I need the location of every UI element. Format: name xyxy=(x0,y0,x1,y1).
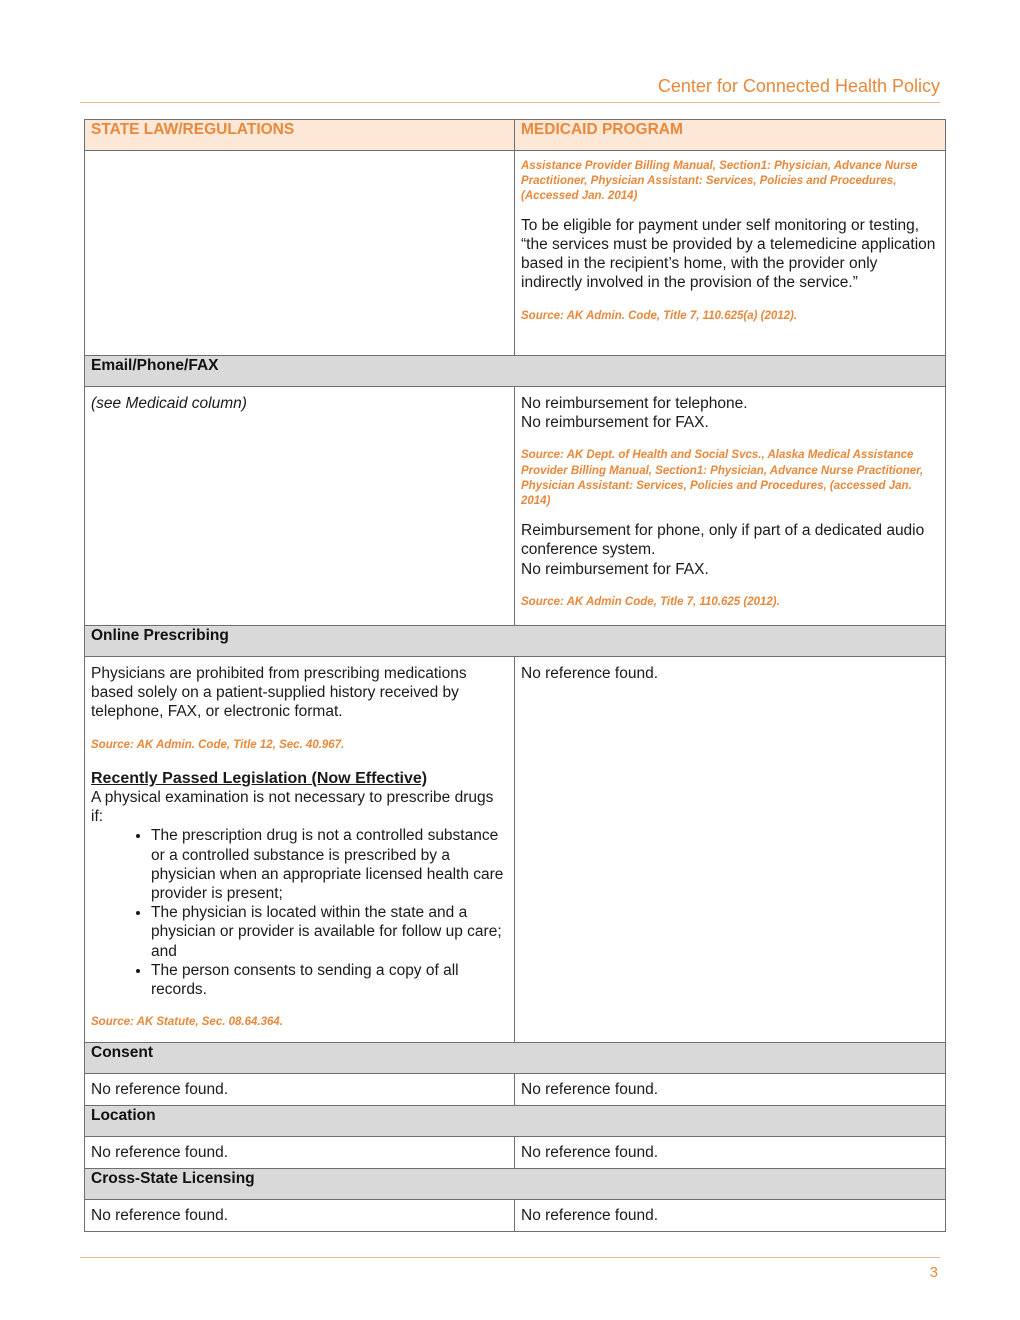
section-title: Consent xyxy=(85,1043,946,1074)
page-number: 3 xyxy=(929,1264,938,1281)
policy-table xyxy=(84,119,946,1232)
source-citation: Source: AK Statute, Sec. 08.64.364. xyxy=(91,1016,283,1029)
medicaid-cell xyxy=(515,151,946,356)
state-cell: No reference found. xyxy=(85,1074,515,1106)
section-row-location xyxy=(85,1106,946,1137)
section-row-cross-state-licensing xyxy=(85,1169,946,1200)
medicaid-cell: No reference found. xyxy=(515,1074,946,1106)
header-rule xyxy=(80,102,940,103)
legislation-intro: A physical examination is not necessary to prescribe drugs if: xyxy=(91,789,494,826)
column-header-medicaid: MEDICAID PROGRAM xyxy=(515,120,946,151)
source-citation: Source: AK Admin Code, Title 7, 110.625 (2012). xyxy=(521,595,780,608)
legislation-bullets xyxy=(91,826,508,999)
medicaid-cell xyxy=(515,387,946,626)
list-item: • The person consents to sending a copy of all records. xyxy=(151,961,508,999)
medicaid-text: No reference found. xyxy=(521,665,659,682)
source-citation: Source: AK Admin. Code, Title 12, Sec. 40.967. xyxy=(91,738,345,751)
table-row xyxy=(85,151,946,356)
state-cell: No reference found. xyxy=(85,1137,515,1169)
list-item: • The physician is located within the state and a physician or provider is available for follow up care; and xyxy=(151,903,508,961)
section-title: Location xyxy=(85,1106,946,1137)
header-title: Center for Connected Health Policy xyxy=(657,76,940,96)
section-title: Online Prescribing xyxy=(85,626,946,657)
medicaid-text: No reimbursement for telephone. xyxy=(521,395,748,412)
table-row xyxy=(85,657,946,1043)
medicaid-text: No reimbursement for FAX. xyxy=(521,560,709,578)
medicaid-text: To be eligible for payment under self monitoring or testing, “the services must be provided by a telemedicine application based in the recipient’s home, with the provider only indirectly involved in the provision of the service.” xyxy=(521,216,936,292)
table-row xyxy=(85,1074,946,1106)
table-row xyxy=(85,387,946,626)
column-header-state: STATE LAW/REGULATIONS xyxy=(85,120,515,151)
medicaid-cell xyxy=(515,657,946,1043)
state-cell-empty xyxy=(85,151,515,356)
state-cell xyxy=(85,387,515,626)
section-row-consent xyxy=(85,1043,946,1074)
source-citation: Source: AK Admin. Code, Title 7, 110.625(a) (2012). xyxy=(521,310,798,323)
legislation-title: Recently Passed Legislation (Now Effective) xyxy=(91,769,428,787)
state-cell: No reference found. xyxy=(85,1200,515,1232)
state-text: (see Medicaid column) xyxy=(91,395,247,412)
table-row xyxy=(85,1137,946,1169)
footer-rule xyxy=(80,1257,940,1258)
source-citation: Source: AK Dept. of Health and Social Svcs., Alaska Medical Assistance Provider Billing Manual, Section1: Physician, Advance Nurse Practitioner, Physician Assistant: Services, Policies and Procedures, (accessed Jan. 2014) xyxy=(521,449,924,508)
medicaid-text: Reimbursement for phone, only if part of a dedicated audio conference system. xyxy=(521,522,925,559)
section-row-online-prescribing xyxy=(85,626,946,657)
state-text: Physicians are prohibited from prescribing medications based solely on a patient-supplied history received by telephone, FAX, or electronic format. xyxy=(91,665,467,721)
section-row-email xyxy=(85,356,946,387)
state-cell xyxy=(85,657,515,1043)
table-row xyxy=(85,1200,946,1232)
list-item: • The prescription drug is not a controlled substance or a controlled substance is prescribed by a physician when an appropriate licensed health care provider is present; xyxy=(151,826,508,903)
table-header-row xyxy=(85,120,946,151)
source-citation: Assistance Provider Billing Manual, Section1: Physician, Advance Nurse Practitioner, Physician Assistant: Services, Policies and Procedures, (Accessed Jan. 2014) xyxy=(521,160,918,203)
section-title: Cross-State Licensing xyxy=(85,1169,946,1200)
medicaid-cell: No reference found. xyxy=(515,1200,946,1232)
section-title: Email/Phone/FAX xyxy=(85,356,946,387)
medicaid-text: No reimbursement for FAX. xyxy=(521,414,709,432)
medicaid-cell: No reference found. xyxy=(515,1137,946,1169)
